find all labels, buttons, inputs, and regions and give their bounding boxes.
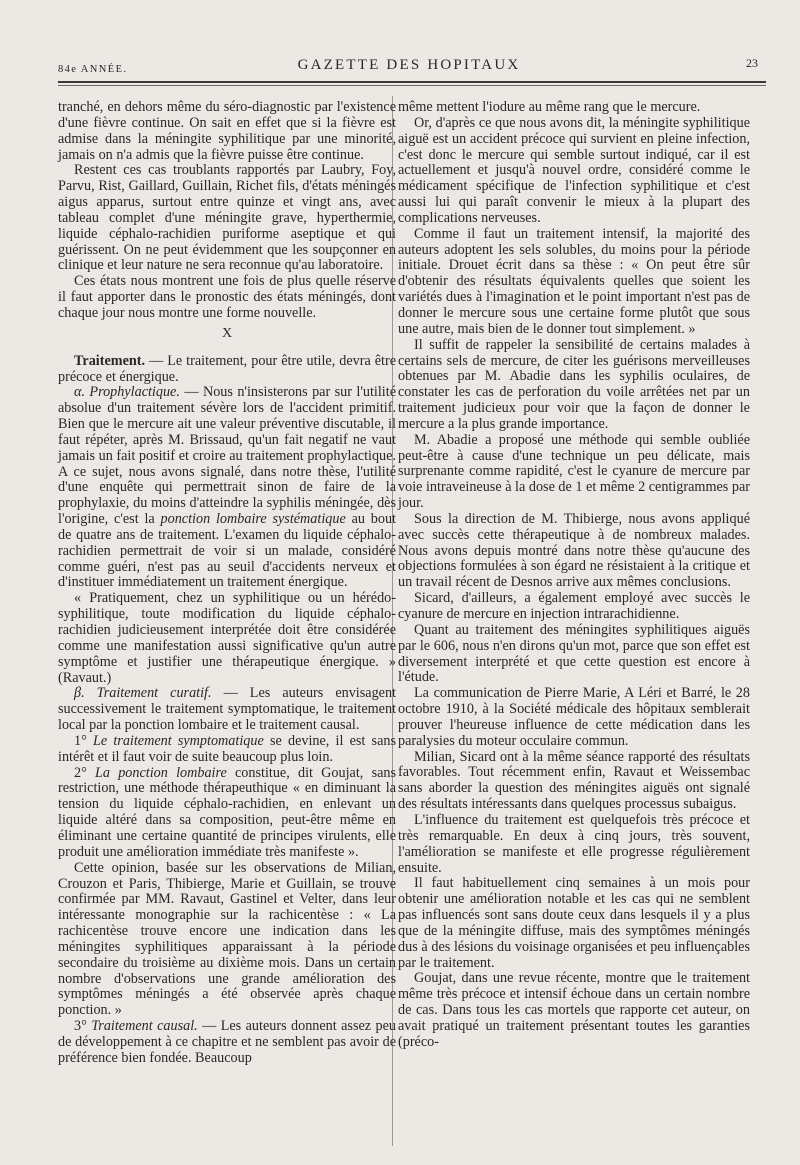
paragraph: L'influence du traitement est quelquefois très précoce et très remarquable. En deux à cinq jours, très souvent, l'amélioration se manifeste et elle progresse régulièrement ensuite. xyxy=(398,811,750,876)
item-text: — Les auteurs donnent assez peu de développement à ce chapitre et ne semblent pas avoir de préférence bien fondée. Beaucoup xyxy=(58,1018,396,1066)
item-number: 1° xyxy=(74,732,93,749)
item-title: Traitement causal. xyxy=(91,1018,198,1035)
paragraph: Il faut habituellement cinq semaines à un mois pour obtenir une amélioration notable et les cas qui ne semblent pas influencés sont sans doute ceux dans lesquels il y a plus que de la méningite diffuse, mais des symptômes méningés dus à des lésions du voisinage organisées et peu influençables par le traitement. xyxy=(398,875,750,971)
item-title: Le traitement symptomatique xyxy=(92,732,264,749)
numbered-item-1 xyxy=(58,734,396,766)
paragraph: M. Abadie a proposé une méthode qui semble oubliée peut-être à cause d'une technique un peu délicate, mais surprenante comme rapidité, c'est le cyanure de mercure par voie intraveineuse à la dose de 1 et même 2 centigrammes par jour. xyxy=(398,431,750,512)
journal-title: GAZETTE DES HOPITAUX xyxy=(297,57,521,73)
paragraph: tranché, en dehors même du séro-diagnostic par l'existence d'une fièvre continue. On sait en effet que si la fièvre est admise dans la méningite syphilitique par une minorité, jamais on n'a admis que la fièvre puisse être continue. xyxy=(58,99,396,163)
numbered-item-2 xyxy=(58,766,396,861)
paragraph: Goujat, dans une revue récente, montre que le traitement même très précoce et intensif échoue dans un certain nombre de cas. Dans tous les cas mortels que rapporte cet auteur, on avait pratiqué un traitement présentant toutes les garanties (préco- xyxy=(398,970,750,1050)
paragraph: Sicard, d'ailleurs, a également employé avec succès le cyanure de mercure en injection intrarachidienne. xyxy=(398,590,750,622)
section-number: X xyxy=(221,325,233,341)
paragraph-text: — Les auteurs envisagent successivement le traitement symptomatique, le traitement local par la ponction lombaire et le traitement causal. xyxy=(58,685,396,734)
paragraph: Comme il faut un traitement intensif, la majorité des auteurs adoptent les sels solubles, du moins pour la période initiale. Drouet écrit dans sa thèse : « On peut être sûr d'obtenir des résultats équivalents quelles que soient les variétés dues à l'imagination et le point important n'est pas de donner le mercure sous une certaine forme plutôt que sous une autre, mais bien de le donner tout simplement. » xyxy=(398,225,750,337)
paragraph: Or, d'après ce que nous avons dit, la méningite syphilitique aiguë est un accident précoce qui survient en pleine infection, c'est donc le mercure qui semble surtout indiqué, car il est actuellement et jusqu'à nouvel ordre, considéré comme le médicament spécifique de l'infection syphilitique et c'est aussi lui qui paraît convenir le mieux à la plupart des complications nerveuses. xyxy=(398,114,750,226)
paragraph: Milian, Sicard ont à la même séance rapporté des résultats favorables. Tout récemment enfin, Ravaut et Weissembac sans aborder la question des méningites aiguës ont signalé des résultats intéressants dans quelques processus subaigus. xyxy=(398,748,750,813)
paragraph: La communication de Pierre Marie, A Léri et Barré, le 28 octobre 1910, à la Société médicale des hôpitaux semblerait prouver l'heureuse influence de cette médication dans les paralysies du moteur occulaire commun. xyxy=(398,685,750,749)
treatment-intro-text: — Le traitement, pour être utile, devra être précoce et énergique. xyxy=(58,352,396,385)
numbered-item-3 xyxy=(58,1019,396,1067)
header-rule-thin xyxy=(58,85,766,86)
subsection-label: β. Traitement curatif. xyxy=(74,685,212,702)
paragraph: Restent ces cas troublants rapportés par Laubry, Foy, Parvu, Rist, Gaillard, Guillain, Richet fils, d'états méningés aigus apparus, surtout entre quinze et vingt ans, avec tableau complet d'une méningite grave, hyperthermie, liquide céphalo-rachidien puriforme aseptique et qui guérissent. On ne peut évidemment que les soupçonner en clinique et leur nature ne sera reconnue qu'au laboratoire. xyxy=(58,162,396,274)
page-number: 23 xyxy=(746,56,758,70)
item-text: constitue, dit Goujat, sans restriction, une méthode thérapeuthique « en diminuant la tension du liquide céphalo-rachidien, en enlevant un liquide altéré dans sa composition, peut-être même en éliminant une certaine quantité de principes virulents, elle produit une amélioration immédiate très manifeste ». xyxy=(58,764,396,860)
item-number: 2° xyxy=(74,764,95,781)
subsection-label: α. Prophylactique. xyxy=(74,384,180,401)
paragraph: Ces états nous montrent une fois de plus quelle réserve il faut apporter dans le pronostic des états méningés, dont chaque jour nous montre une forme nouvelle. xyxy=(58,273,396,321)
paragraph: Quant au traitement des méningites syphilitiques aiguës par le 606, nous n'en dirons qu'un mot, parce que son effet est diversement interprété et que cette question est encore à l'étude. xyxy=(398,621,750,686)
paragraph: Il suffit de rappeler la sensibilité de certains malades à certains sels de mercure, de citer les guérisons merveilleuses obtenues par M. Abadie dans les syphilis oculaires, de constater les cas de perforation du voile arrêtées net par un traitement judicieux pour voir que la façon de donner le mercure a la plus grande importance. xyxy=(398,336,750,432)
paragraph: Sous la direction de M. Thibierge, nous avons appliqué avec succès cette thérapeutique à de nombreux malades. Nous avons depuis montré dans notre thèse qu'aucune des objections formulées à son égard ne résistaient à la critique et un travail récent de Desnos arrive aux mêmes conclusions. xyxy=(398,510,750,591)
item-title: La ponction lombaire xyxy=(95,764,227,781)
treatment-intro xyxy=(58,354,396,386)
prophylactic-paragraph xyxy=(58,385,396,591)
header-rule xyxy=(58,81,766,83)
curative-paragraph xyxy=(58,686,396,734)
running-header xyxy=(58,57,760,77)
paragraph-text: au bout de quatre ans de traitement. L'examen du liquide céphalo-rachidien permettrait de voir si un malade, considéré comme guéri, n'est pas au seuil d'accidents nerveux et d'instituer immédiatement un traitement énergique. xyxy=(58,511,396,591)
volume-label: 84e ANNÉE. xyxy=(58,64,128,75)
left-column xyxy=(58,100,396,1067)
quotation: « Pratiquement, chez un syphilitique ou un hérédo-syphilitique, toute modification du liquide céphalo-rachidien judicieusement interprétée doit être considérée comme une manifestation aussi significative qu'un autre symptôme et justifier une thérapeutique énergique. » (Ravaut.) xyxy=(58,590,396,686)
item-text: se devine, il est sans intérêt et il faut voir de suite beaucoup plus loin. xyxy=(58,732,396,765)
right-column xyxy=(398,100,750,1051)
paragraph: même mettent l'iodure au même rang que le mercure. xyxy=(398,99,701,115)
paragraph: Cette opinion, basée sur les observations de Milian, Crouzon et Paris, Thibierge, Marie et Guillain, se trouve confirmée par MM. Ravaut, Gastinel et Velter, dans leur intéressante monographie sur la rachicentèse : « La rachicentèse trouve encore une indication dans les méningites syphilitiques apparaissant à la période secondaire du troisième au dixième mois. Dans un certain nombre d'observations une grande amélioration des symptômes méningés a été observée après chaque ponction. » xyxy=(58,859,396,1019)
paragraph-text: — Nous n'insisterons par sur l'utilité absolue d'un traitement sévère lors de l'accident primitif. Bien que le mercure ait une valeur préventive discutable, il faut répéter, après M. Brissaud, qu'un fait negatif ne vaut jamais un fait positif et croire au traitement prophylactique. A ce sujet, nous avons signalé, dans notre thèse, l'utilité d'une enquête qui permettrait sinon de faire de la prophylaxie, du moins d'atteindre la syphilis méningée, dès l'origine, c'est la xyxy=(58,384,396,528)
item-number: 3° xyxy=(74,1018,92,1035)
emphasis: ponction lombaire systématique xyxy=(160,511,346,528)
section-heading: Traitement. xyxy=(74,352,146,369)
